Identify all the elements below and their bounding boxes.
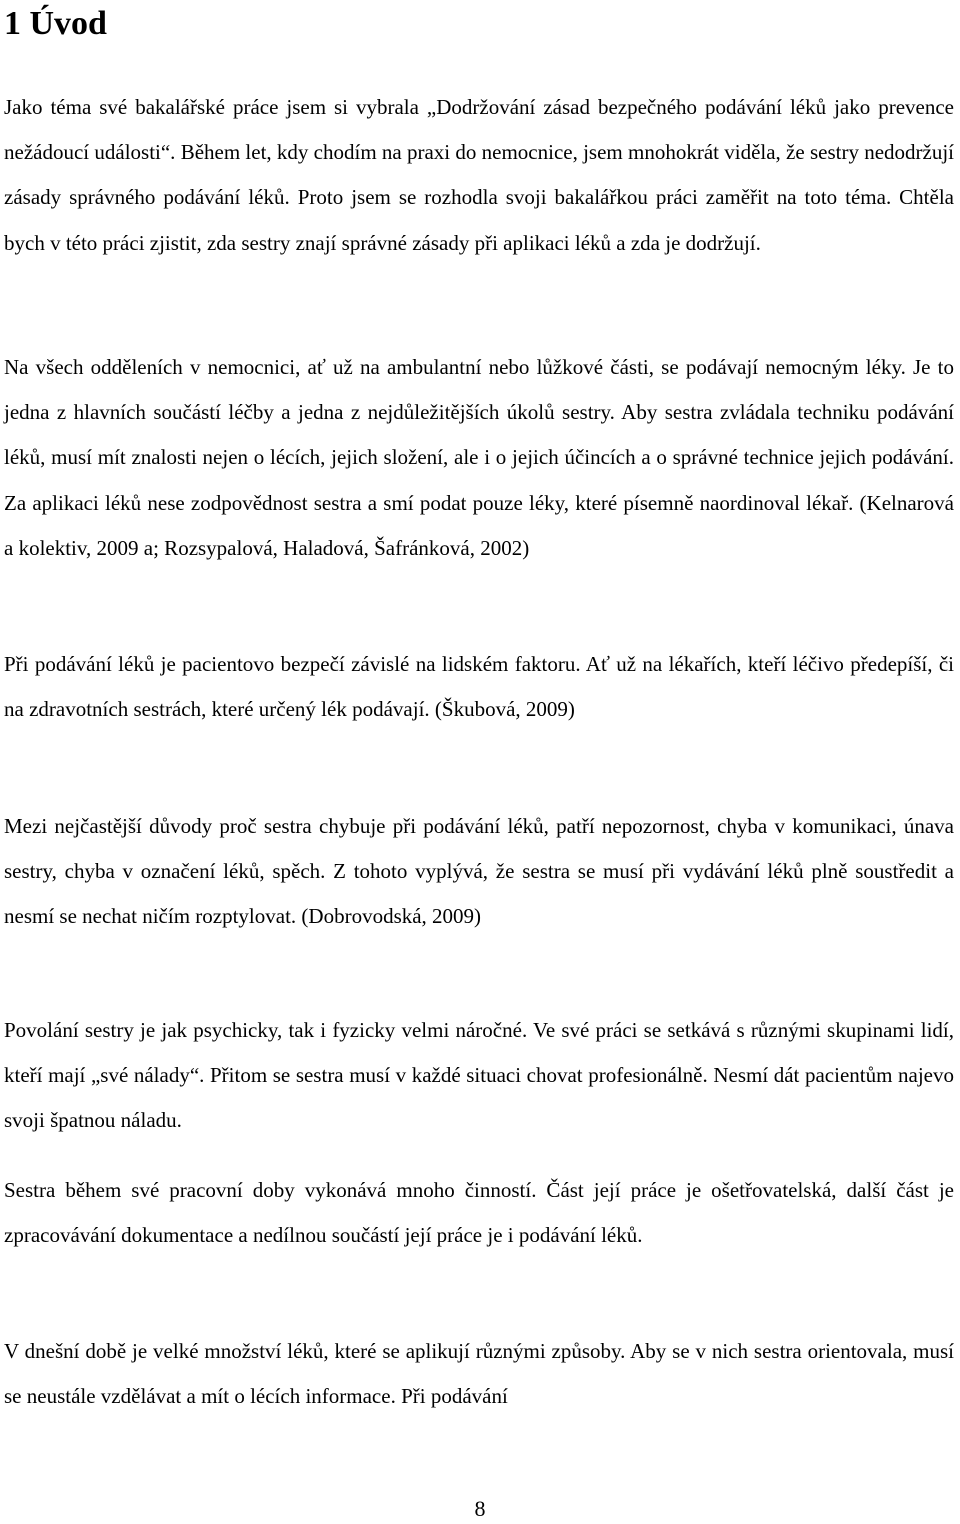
paragraph-drug-variety: V dnešní době je velké množství léků, které se aplikují různými způsoby. Aby se v nich sestra orientovala, musí se neustále vzdělávat a mít o lécích informace. Při podávání [4, 1339, 954, 1409]
paragraph-human-factor: Při podávání léků je pacientovo bezpečí závislé na lidském faktoru. Ať už na lékařích, kteří léčivo předepíší, či na zdravotních sestrách, které určený lék podávají. (Škubová, 2009) [4, 652, 954, 722]
page-number: 8 [474, 1496, 486, 1521]
paragraph-nursing-profession: Povolání sestry je jak psychicky, tak i fyzicky velmi náročné. Ve své práci se setkává s různými skupinami lidí, kteří mají „své nálady“. Přitom se sestra musí v každé situaci chovat profesionálně. Nesmí dát pacientům najevo svoji špatnou náladu. [4, 1018, 954, 1133]
chapter-heading: 1 Úvod [4, 5, 107, 42]
paragraph-drug-administration: Na všech odděleních v nemocnici, ať už na ambulantní nebo lůžkové části, se podávají nemocným léky. Je to jedna z hlavních součástí léčby a jedna z nejdůležitějších úkolů sestry. Aby sestra zvládala techniku podávání léků, musí mít znalosti nejen o lécích, jejich složení, ale i o jejich účincích a o správné technice jejich podávání. Za aplikaci léků nese zodpovědnost sestra a smí podat pouze léky, které písemně naordinoval lékař. (Kelnarová a kolektiv, 2009 a; Rozsypalová, Haladová, Šafránková, 2002) [4, 355, 954, 560]
paragraph-error-causes: Mezi nejčastější důvody proč sestra chybuje při podávání léků, patří nepozornost, chyba v komunikaci, únava sestry, chyba v označení léků, spěch. Z tohoto vyplývá, že sestra se musí při vydávání léků plně soustředit a nesmí se nechat ničím rozptylovat. (Dobrovodská, 2009) [4, 814, 954, 929]
paragraph-topic-intro: Jako téma své bakalářské práce jsem si vybrala „Dodržování zásad bezpečného podávání léků jako prevence nežádoucí události“. Během let, kdy chodím na praxi do nemocnice, jsem mnohokrát viděla, že sestry nedodržují zásady správného podávání léků. Proto jsem se rozhodla svoji bakalářkou práci zaměřit na toto téma. Chtěla bych v této práci zjistit, zda sestry znají správné zásady při aplikaci léků a zda je dodržují. [4, 95, 954, 255]
paragraph-nurse-activities: Sestra během své pracovní doby vykonává mnoho činností. Část její práce je ošetřovatelská, další část je zpracovávání dokumentace a nedílnou součástí její práce je i podávání léků. [4, 1178, 954, 1248]
